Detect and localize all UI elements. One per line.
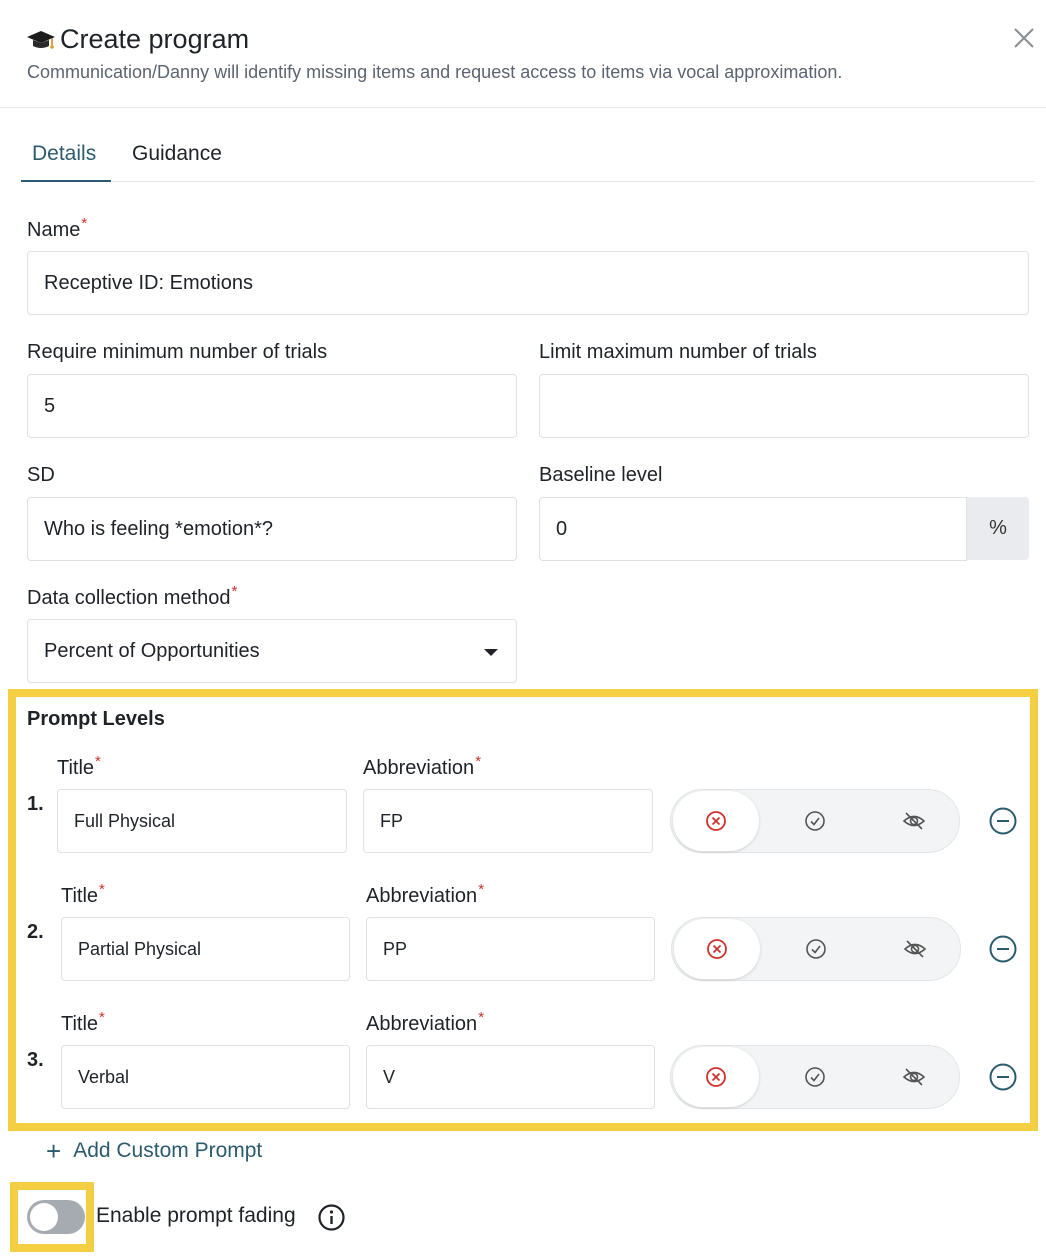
modal-header — [0, 0, 1046, 108]
prompt-status-toggle — [670, 789, 960, 853]
check-circle-icon — [805, 938, 827, 960]
prompt-abbr-input[interactable]: V — [366, 1045, 655, 1109]
required-marker: * — [81, 215, 88, 232]
max-trials-label: Limit maximum number of trials — [539, 341, 817, 363]
required-marker: * — [478, 1009, 485, 1026]
check-circle-icon — [804, 1066, 826, 1088]
required-marker: * — [475, 753, 482, 770]
prompt-title-input[interactable]: Partial Physical — [61, 917, 350, 981]
prompt-number: 2. — [27, 921, 44, 943]
correct-button[interactable] — [772, 1047, 858, 1107]
required-marker: * — [99, 1009, 105, 1026]
name-input[interactable]: Receptive ID: Emotions — [27, 251, 1029, 315]
prompt-number: 3. — [27, 1049, 44, 1071]
required-marker: * — [99, 881, 105, 898]
method-label: Data collection method* — [27, 583, 238, 609]
required-marker: * — [231, 583, 238, 600]
prompt-status-toggle — [670, 1045, 960, 1109]
close-icon[interactable] — [1010, 24, 1038, 52]
prompt-title-label: Title* — [61, 881, 105, 907]
x-circle-icon — [706, 938, 728, 960]
hide-button[interactable] — [871, 1047, 957, 1107]
method-select-value: Percent of Opportunities — [44, 639, 260, 662]
tab-details[interactable]: Details — [21, 130, 111, 182]
tab-guidance[interactable]: Guidance — [132, 142, 222, 165]
incorrect-button[interactable] — [674, 919, 760, 979]
baseline-input[interactable]: 0 — [539, 497, 967, 561]
correct-button[interactable] — [773, 919, 859, 979]
check-circle-icon — [804, 810, 826, 832]
chevron-down-icon — [484, 649, 498, 656]
page-title: Create program — [60, 24, 250, 54]
plus-icon: + — [46, 1136, 62, 1166]
prompt-title-input[interactable]: Verbal — [61, 1045, 350, 1109]
name-label: Name* — [27, 215, 88, 241]
x-circle-icon — [705, 1066, 727, 1088]
prompt-abbr-label: Abbreviation* — [363, 753, 482, 779]
remove-prompt-icon[interactable] — [988, 934, 1018, 964]
prompt-title-input[interactable]: Full Physical — [57, 789, 347, 853]
percent-addon: % — [966, 497, 1029, 560]
prompt-abbr-input[interactable]: PP — [366, 917, 655, 981]
prompt-title-label: Title* — [61, 1009, 105, 1035]
prompt-abbr-label: Abbreviation* — [366, 1009, 485, 1035]
remove-prompt-icon[interactable] — [988, 806, 1018, 836]
tab-bar — [21, 130, 1035, 182]
prompt-fading-label: Enable prompt fading — [96, 1204, 296, 1227]
method-select[interactable] — [27, 619, 517, 683]
correct-button[interactable] — [772, 791, 858, 851]
toggle-knob — [30, 1203, 58, 1231]
prompt-status-toggle — [671, 917, 961, 981]
prompt-fading-toggle[interactable] — [27, 1200, 85, 1234]
required-marker: * — [95, 753, 101, 770]
min-trials-label: Require minimum number of trials — [27, 341, 328, 363]
min-trials-input[interactable]: 5 — [27, 374, 517, 438]
eye-off-icon — [903, 938, 927, 960]
sd-input[interactable]: Who is feeling *emotion*? — [27, 497, 517, 561]
required-marker: * — [478, 881, 485, 898]
eye-off-icon — [902, 1066, 926, 1088]
prompt-levels-title: Prompt Levels — [27, 708, 165, 730]
baseline-label: Baseline level — [539, 464, 663, 486]
page-subtitle: Communication/Danny will identify missing items and request access to items via vocal approximation. — [27, 62, 843, 82]
incorrect-button[interactable] — [673, 791, 759, 851]
title-row — [26, 24, 249, 55]
hide-button[interactable] — [872, 919, 958, 979]
sd-label: SD — [27, 464, 55, 486]
prompt-title-label: Title* — [57, 753, 101, 779]
hide-button[interactable] — [871, 791, 957, 851]
max-trials-input[interactable] — [539, 374, 1029, 438]
info-icon[interactable] — [317, 1203, 346, 1232]
eye-off-icon — [902, 810, 926, 832]
x-circle-icon — [705, 810, 727, 832]
graduation-cap-icon — [26, 25, 56, 55]
incorrect-button[interactable] — [673, 1047, 759, 1107]
prompt-abbr-input[interactable]: FP — [363, 789, 653, 853]
add-custom-prompt-label: Add Custom Prompt — [73, 1139, 263, 1162]
add-custom-prompt-button[interactable] — [46, 1138, 262, 1164]
prompt-number: 1. — [27, 793, 44, 815]
remove-prompt-icon[interactable] — [988, 1062, 1018, 1092]
prompt-abbr-label: Abbreviation* — [366, 881, 485, 907]
